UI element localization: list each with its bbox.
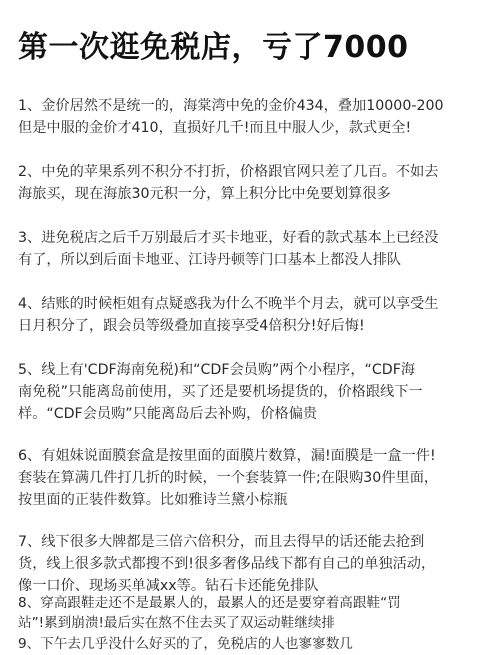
item-3-line-2: 有了，所以到后面卡地亚、江诗丹顿等门口基本上都没人排队 xyxy=(18,252,402,268)
item-7-line-3: 像一口价、现场买单减xx等。钻石卡还能免排队 xyxy=(18,578,319,594)
list-item-1 xyxy=(18,95,486,139)
list-item-8 xyxy=(18,593,486,633)
item-8-line-2: 站”!累到崩溃!最后实在熬不住去买了双运动鞋继续排 xyxy=(18,615,336,631)
item-1-line-1: 1、金价居然不是统一的，海棠湾中免的金价434，叠加10000-200 xyxy=(18,98,444,114)
item-8-line-1: 8、穿高跟鞋走还不是最累人的，最累人的还是要穿着高跟鞋“罚 xyxy=(18,595,401,611)
item-2-line-2: 海旅买，现在海旅30元积一分，算上积分比中免要划算很多 xyxy=(18,186,391,202)
list-item-5 xyxy=(18,359,486,425)
item-3-line-1: 3、进免税店之后千万别最后才买卡地亚，好看的款式基本上已经没 xyxy=(18,230,439,246)
page-title: 第一次逛免税店，亏了7000 xyxy=(18,30,409,65)
list-item-9 xyxy=(18,634,486,654)
item-5-line-1: 5、线上有'CDF海南免税)和“CDF会员购”两个小程序，“CDF海 xyxy=(18,362,416,378)
list-item-2 xyxy=(18,161,486,205)
item-7-line-2: 货，线上很多款式都搜不到!很多奢侈品线下都有自己的单独活动， xyxy=(18,556,436,572)
item-4-line-2: 日月积分了，跟会员等级叠加直接享受4倍积分!好后悔! xyxy=(18,318,365,334)
item-5-line-3: 样。“CDF会员购”只能离岛后去补购，价格偏贵 xyxy=(18,406,318,422)
list-item-3 xyxy=(18,227,486,271)
item-7-line-1: 7、线下很多大牌都是三倍六倍积分，而且去得早的话还能去抢到 xyxy=(18,534,425,550)
list-item-4 xyxy=(18,293,486,337)
item-5-line-2: 南免税”只能离岛前使用，买了还是要机场提货的，价格跟线下一 xyxy=(18,384,423,400)
item-6-line-3: 按里面的正装件数算。比如雅诗兰黛小棕瓶 xyxy=(18,492,288,508)
item-9-line-1: 9、下午去几乎没什么好买的了，免税店的人也寥寥数几 xyxy=(18,636,353,652)
item-6-line-1: 6、有姐妹说面膜套盒是按里面的面膜片数算，漏!面膜是一盒一件! xyxy=(18,448,436,464)
item-1-line-2: 但是中服的金价才410，直损好几千!而且中服人少，款式更全! xyxy=(18,120,412,136)
item-4-line-1: 4、结账的时候柜姐有点疑惑我为什么不晚半个月去，就可以享受生 xyxy=(18,296,439,312)
list-item-7 xyxy=(18,531,486,597)
item-6-line-2: 套装在算满几件打几折的时候，一个套装算一件;在限购30件里面， xyxy=(18,470,439,486)
item-2-line-1: 2、中免的苹果系列不积分不打折，价格跟官网只差了几百。不如去 xyxy=(18,164,439,180)
list-item-6 xyxy=(18,445,486,511)
